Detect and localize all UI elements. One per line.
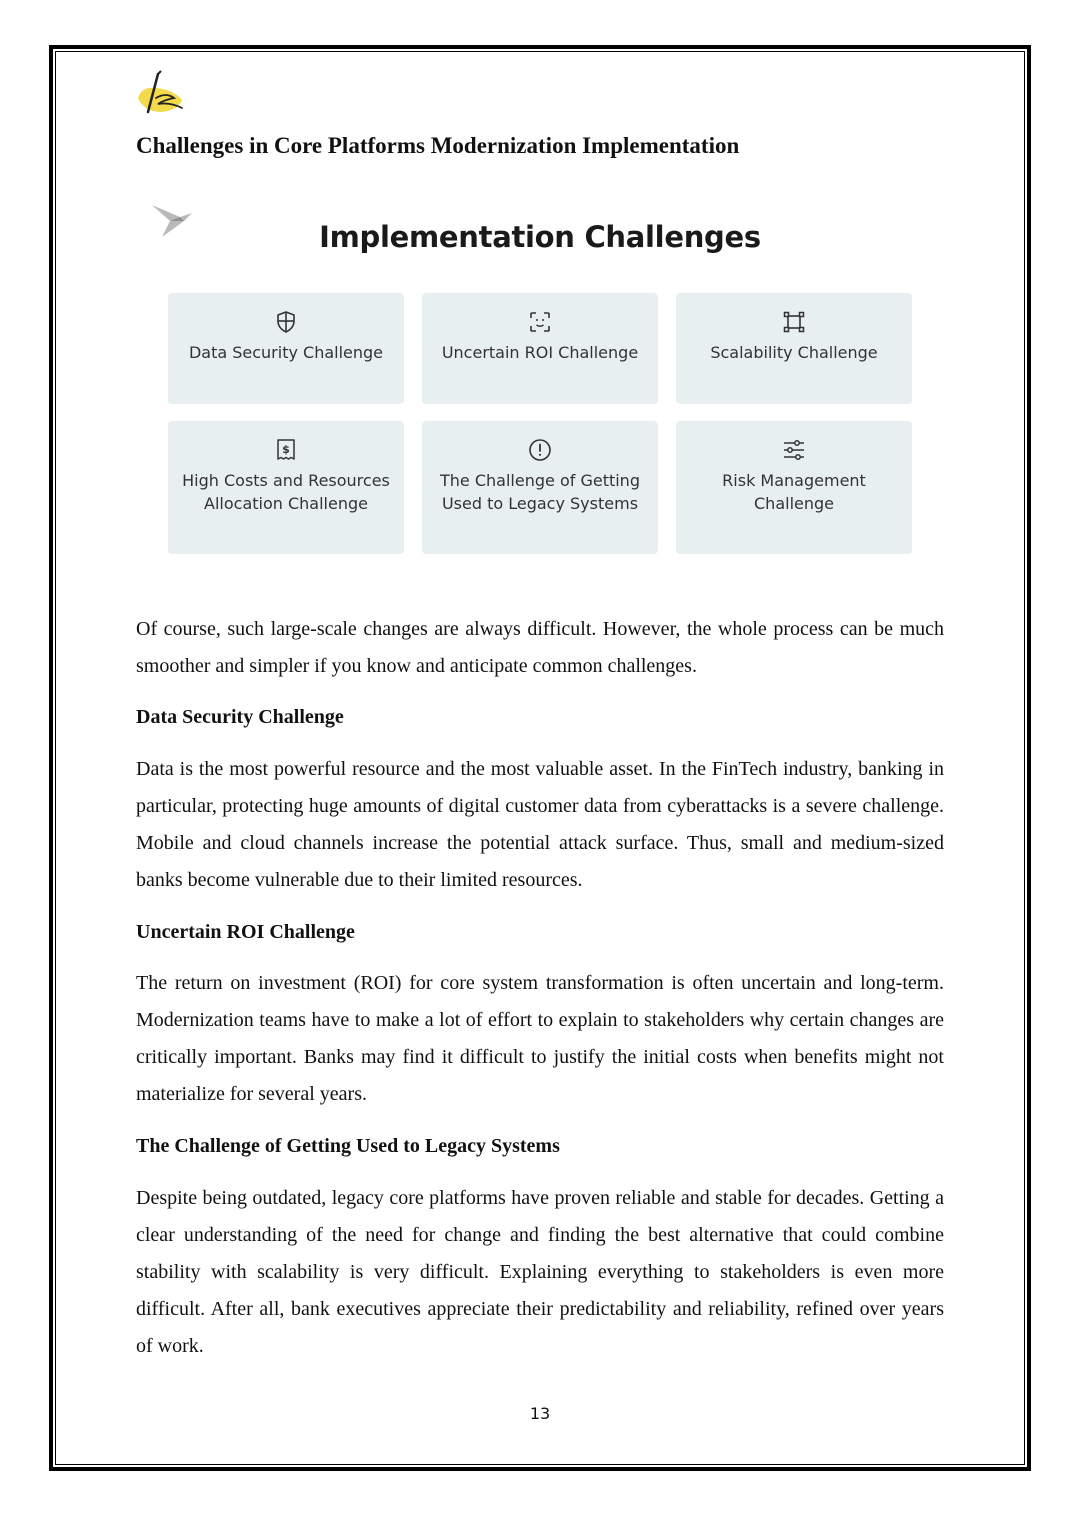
svg-text:$: $ [282, 443, 290, 456]
sliders-icon [781, 437, 807, 463]
infographic-title: Implementation Challenges [319, 220, 761, 254]
frame-corners-icon [781, 309, 807, 335]
card-label: Data Security Challenge [188, 343, 384, 362]
card-legacy-systems [422, 421, 658, 554]
shield-icon [273, 309, 299, 335]
intro-paragraph: Of course, such large-scale changes are always difficult. However, the whole process can be much smoother and simpler if you know and anticipate common challenges. [136, 618, 944, 677]
section-heading-data-security: Data Security Challenge [136, 706, 344, 728]
section-text-data-security: Data is the most powerful resource and the most valuable asset. In the FinTech industry, banking in particular, protecting huge amounts of digital customer data from cyberattacks is a severe challenge. Mobile and cloud channels increase the potential attack surface. Thus, small and medium-sized banks become vulnerable due to their limited resources. [136, 758, 944, 891]
card-risk-management [676, 421, 912, 554]
page-number: 13 [529, 1404, 551, 1423]
pen-logo-icon [134, 68, 190, 118]
card-label: Risk Management Challenge [722, 471, 866, 513]
card-label: High Costs and Resources Allocation Challenge [182, 471, 390, 513]
alert-circle-icon [527, 437, 553, 463]
card-scalability [676, 293, 912, 404]
card-label: The Challenge of Getting Used to Legacy Systems [440, 471, 640, 513]
card-label: Uncertain ROI Challenge [441, 343, 639, 362]
section-text-uncertain-roi: The return on investment (ROI) for core system transformation is often uncertain and long-term. Modernization teams have to make a lot of effort to explain to stakeholders why certain changes are critically important. Banks may find it difficult to justify the initial costs when benefits might not materialize for several years. [136, 972, 944, 1105]
face-scan-icon [527, 309, 553, 335]
card-data-security [168, 293, 404, 404]
section-heading-legacy-systems: The Challenge of Getting Used to Legacy Systems [136, 1135, 560, 1157]
section-heading-uncertain-roi: Uncertain ROI Challenge [136, 921, 355, 943]
card-uncertain-roi [422, 293, 658, 404]
section-text-legacy-systems: Despite being outdated, legacy core platforms have proven reliable and stable for decades. Getting a clear understanding of the need for change and finding the best alternative that could combine stability with scalability is very difficult. Explaining everything to stakeholders is even more difficult. After all, bank executives appreciate their predictability and reliability, refined over years of work. [136, 1187, 944, 1357]
card-label: Scalability Challenge [710, 343, 878, 362]
document-title: Challenges in Core Platforms Modernization Implementation [136, 133, 740, 158]
card-high-costs [168, 421, 404, 554]
receipt-dollar-icon [273, 437, 299, 463]
